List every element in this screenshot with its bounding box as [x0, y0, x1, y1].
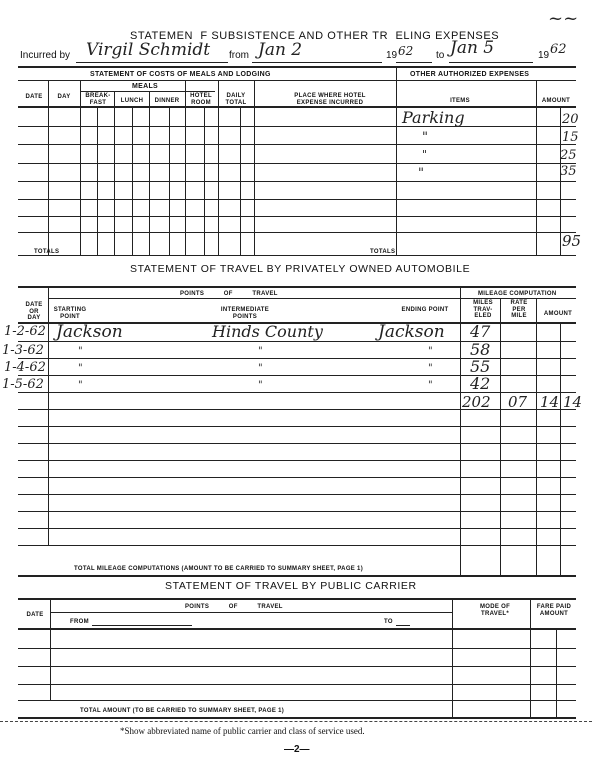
- col-lunch: LUNCH: [120, 98, 144, 104]
- footnote: *Show abbreviated name of public carrier and class of service used.: [120, 726, 365, 736]
- auto-total-cents[interactable]: 14: [563, 393, 583, 411]
- other-item-3[interactable]: ": [422, 148, 428, 161]
- col-other-amount: AMOUNT: [541, 98, 571, 104]
- col-dinner: DINNER: [154, 98, 180, 104]
- carrier-col-date: DATE: [26, 612, 44, 618]
- from-value[interactable]: Jan 2: [258, 40, 303, 60]
- auto-row4-date[interactable]: 1-5-62: [2, 377, 44, 392]
- auto-col-amount: AMOUNT: [543, 311, 573, 317]
- auto-col-rate: RATE PER MILE: [510, 300, 528, 319]
- carrier-points-group: POINTS OF TRAVEL: [185, 604, 283, 610]
- auto-col-end: ENDING POINT: [401, 307, 449, 313]
- other-amount-4[interactable]: 35: [560, 164, 577, 179]
- auto-row1-start[interactable]: Jackson: [56, 322, 123, 342]
- auto-row2-inter[interactable]: ": [258, 346, 263, 357]
- other-item-2[interactable]: ": [422, 130, 428, 145]
- meals-group-label: MEALS: [132, 83, 158, 90]
- auto-total-miles[interactable]: 202: [462, 393, 491, 411]
- carrier-to-label: TO: [384, 619, 393, 625]
- meals-section-title: STATEMENT OF COSTS OF MEALS AND LODGING: [90, 71, 271, 78]
- auto-row3-start[interactable]: ": [78, 363, 83, 374]
- auto-row1-miles[interactable]: 47: [470, 322, 491, 341]
- from-label: from: [229, 50, 249, 61]
- auto-col-date: DATE OR DAY: [25, 302, 43, 321]
- page-number: —2—: [284, 744, 310, 755]
- auto-row4-end[interactable]: ": [428, 380, 433, 391]
- other-amount-1[interactable]: 20: [562, 112, 579, 127]
- auto-row3-end[interactable]: ": [428, 363, 433, 374]
- year1-hand[interactable]: 62: [398, 44, 414, 58]
- col-daily-total: DAILY TOTAL: [225, 93, 247, 106]
- auto-row1-inter[interactable]: Hinds County: [212, 322, 323, 341]
- incurred-by-value[interactable]: Virgil Schmidt: [86, 40, 211, 60]
- to-label: to: [436, 50, 445, 61]
- totals-left: TOTALS: [34, 249, 60, 255]
- other-amount-3[interactable]: 25: [560, 148, 577, 163]
- year2-print: 19: [538, 50, 550, 61]
- auto-row4-inter[interactable]: ": [258, 380, 263, 391]
- incurred-by-label: Incurred by: [20, 50, 71, 61]
- other-total[interactable]: 95: [562, 232, 582, 250]
- carrier-from-label: FROM: [70, 619, 89, 625]
- col-date: DATE: [25, 94, 43, 100]
- auto-row2-end[interactable]: ": [428, 346, 433, 357]
- auto-row4-miles[interactable]: 42: [470, 374, 491, 393]
- year2-hand[interactable]: 62: [550, 42, 567, 57]
- col-items: ITEMS: [450, 98, 470, 104]
- col-place: PLACE WHERE HOTEL EXPENSE INCURRED: [294, 93, 366, 106]
- auto-row4-start[interactable]: ": [78, 380, 83, 391]
- to-value[interactable]: Jan 5: [450, 38, 495, 58]
- year1-print: 19: [386, 50, 398, 61]
- auto-col-miles: MILES TRAV-ELED: [473, 300, 493, 319]
- col-hotel: HOTEL ROOM: [190, 93, 212, 106]
- auto-col-inter: INTERMEDIATE POINTS: [220, 307, 270, 320]
- form-title: STATEMEN F SUBSISTENCE AND OTHER TR ELING EXPENSES: [130, 30, 500, 42]
- auto-total-rate[interactable]: 07: [508, 393, 528, 411]
- other-item-4[interactable]: ": [418, 166, 424, 181]
- mileage-group: MILEAGE COMPUTATION: [478, 291, 557, 297]
- auto-row3-date[interactable]: 1-4-62: [4, 360, 46, 375]
- auto-footer: TOTAL MILEAGE COMPUTATIONS (AMOUNT TO BE CARRIED TO SUMMARY SHEET, PAGE 1): [74, 566, 363, 572]
- auto-col-start: STARTING POINT: [53, 307, 87, 320]
- other-section-title: OTHER AUTHORIZED EXPENSES: [410, 71, 530, 78]
- carrier-section-title: STATEMENT OF TRAVEL BY PUBLIC CARRIER: [165, 580, 417, 592]
- col-day: DAY: [57, 94, 71, 100]
- carrier-col-mode: MODE OF TRAVEL*: [479, 604, 511, 617]
- auto-row3-inter[interactable]: ": [258, 363, 263, 374]
- carrier-col-fare: FARE PAID AMOUNT: [536, 604, 572, 617]
- totals-right: TOTALS: [370, 249, 396, 255]
- auto-row2-date[interactable]: 1-3-62: [2, 343, 44, 358]
- auto-row1-end[interactable]: Jackson: [378, 322, 445, 342]
- auto-row3-miles[interactable]: 55: [470, 357, 491, 376]
- other-amount-2[interactable]: 15: [562, 130, 579, 145]
- auto-total-dollars[interactable]: 14: [540, 393, 560, 411]
- auto-points-group: POINTS OF TRAVEL: [180, 291, 278, 297]
- auto-row1-date[interactable]: 1-2-62: [4, 324, 46, 339]
- other-item-1[interactable]: Parking: [402, 108, 465, 127]
- auto-row2-start[interactable]: ": [78, 346, 83, 357]
- col-breakfast: BREAK-FAST: [85, 93, 111, 106]
- auto-row2-miles[interactable]: 58: [470, 340, 491, 359]
- auto-section-title: STATEMENT OF TRAVEL BY PRIVATELY OWNED AUTOMOBILE: [130, 263, 471, 275]
- carrier-footer: TOTAL AMOUNT (TO BE CARRIED TO SUMMARY SHEET, PAGE 1): [80, 708, 285, 714]
- corner-marks: ~~: [548, 8, 579, 29]
